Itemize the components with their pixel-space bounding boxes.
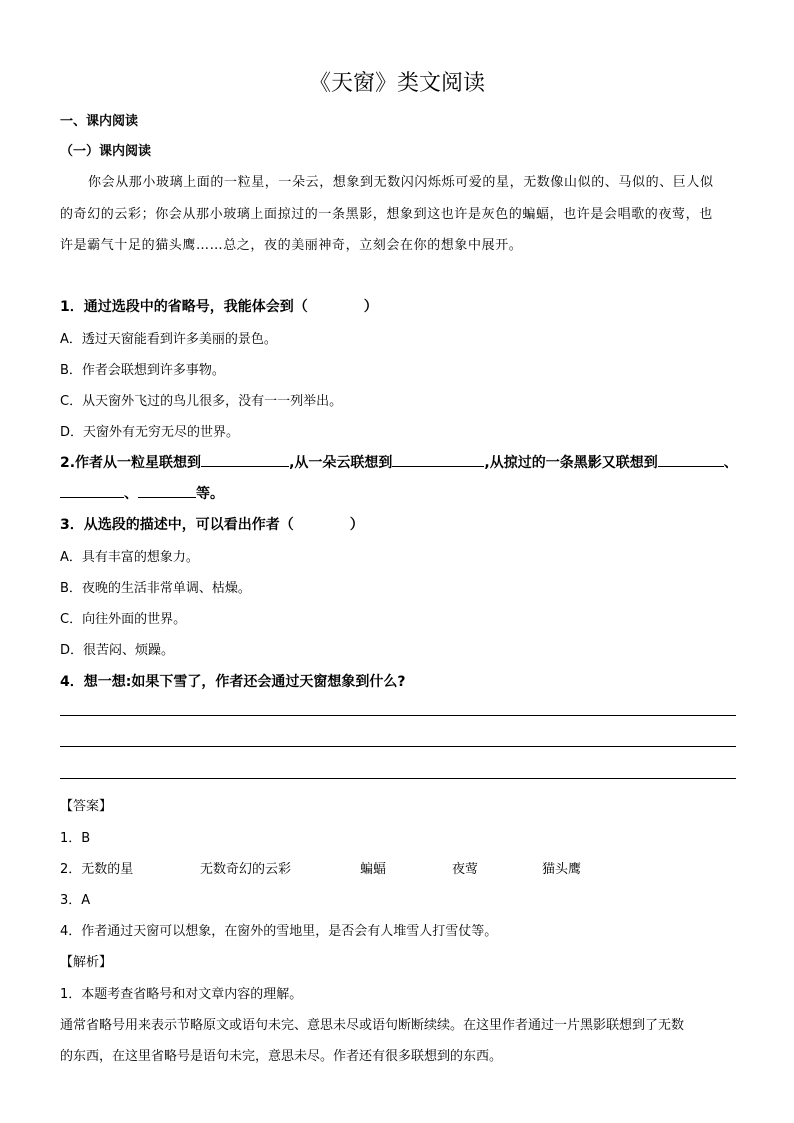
answer-2-row	[60, 858, 582, 877]
question-2-text-5: 、	[124, 486, 138, 502]
question-2-text-1: 2.作者从一粒星联想到	[60, 455, 202, 471]
question-2-line-1	[60, 452, 738, 472]
analysis-heading: 【解析】	[60, 955, 113, 970]
answer-2-item: 蝙蝠	[360, 862, 387, 877]
analysis-line-3: 的东西，在这里省略号是语句未完，意思未尽。作者还有很多联想到的东西。	[60, 1049, 503, 1064]
question-2-text-4: 、	[723, 455, 738, 471]
question-2-line-2	[60, 483, 224, 503]
answer-2-item: 夜莺	[452, 862, 479, 877]
question-1-option-d: D．天窗外有无穷无尽的世界。	[60, 425, 240, 440]
answer-3: 3．A	[60, 893, 91, 908]
answer-2-item: 无数奇幻的云彩	[200, 862, 292, 877]
answer-writing-line-1[interactable]	[60, 715, 736, 716]
answer-writing-line-3[interactable]	[60, 778, 736, 779]
question-1-stem: 1．通过选段中的省略号，我能体会到（ ）	[60, 299, 378, 315]
question-1-option-c: C．从天窗外飞过的鸟儿很多，没有一一列举出。	[60, 394, 343, 409]
answer-writing-line-2[interactable]	[60, 746, 736, 747]
passage-line-1: 你会从那小玻璃上面的一粒星，一朵云，想象到无数闪闪烁烁可爱的星，无数像山似的、马似的、巨人似	[88, 175, 714, 190]
answer-1: 1．B	[60, 831, 91, 846]
page-title: 《天窗》类文阅读	[308, 71, 485, 96]
answer-2-label: 2．无数的星	[60, 862, 134, 877]
fill-blank-3[interactable]	[658, 452, 724, 467]
fill-blank-4[interactable]	[60, 483, 124, 498]
passage-line-2: 的奇幻的云彩；你会从那小玻璃上面掠过的一条黑影，想象到这也许是灰色的蝙蝠，也许是会唱歌的夜莺，也	[60, 207, 713, 222]
question-3-option-c: C．向往外面的世界。	[60, 612, 187, 627]
analysis-line-2: 通常省略号用来表示节略原文或语句未完、意思未尽或语句断断续续。在这里作者通过一片黑影联想到了无数	[60, 1018, 685, 1033]
answer-4: 4．作者通过天窗可以想象，在窗外的雪地里，是否会有人堆雪人打雪仗等。	[60, 924, 498, 939]
question-2-text-6: 等。	[196, 486, 224, 502]
question-4-stem: 4．想一想:如果下雪了，作者还会通过天窗想象到什么?	[60, 674, 406, 690]
answer-heading: 【答案】	[60, 799, 113, 814]
question-3-option-a: A．具有丰富的想象力。	[60, 550, 199, 565]
question-3-option-d: D．很苦闷、烦躁。	[60, 643, 175, 658]
subsection-heading: （一）课内阅读	[60, 144, 152, 159]
question-3-option-b: B．夜晚的生活非常单调、枯燥。	[60, 581, 251, 596]
section-heading: 一、课内阅读	[60, 114, 139, 129]
fill-blank-1[interactable]	[201, 452, 289, 467]
question-1-option-b: B．作者会联想到许多事物。	[60, 363, 225, 378]
analysis-line-1: 1．本题考查省略号和对文章内容的理解。	[60, 987, 303, 1002]
question-2-text-2: ,从一朵云联想到	[289, 455, 393, 471]
passage-line-3: 许是霸气十足的猫头鹰……总之，夜的美丽神奇，立刻会在你的想象中展开。	[60, 238, 523, 253]
question-3-stem: 3．从选段的描述中，可以看出作者（ ）	[60, 517, 364, 533]
question-1-option-a: A．透过天窗能看到许多美丽的景色。	[60, 332, 277, 347]
question-2-text-3: ,从掠过的一条黑影又联想到	[484, 455, 658, 471]
fill-blank-2[interactable]	[392, 452, 484, 467]
answer-2-item: 猫头鹰	[542, 862, 582, 877]
fill-blank-5[interactable]	[138, 483, 196, 498]
